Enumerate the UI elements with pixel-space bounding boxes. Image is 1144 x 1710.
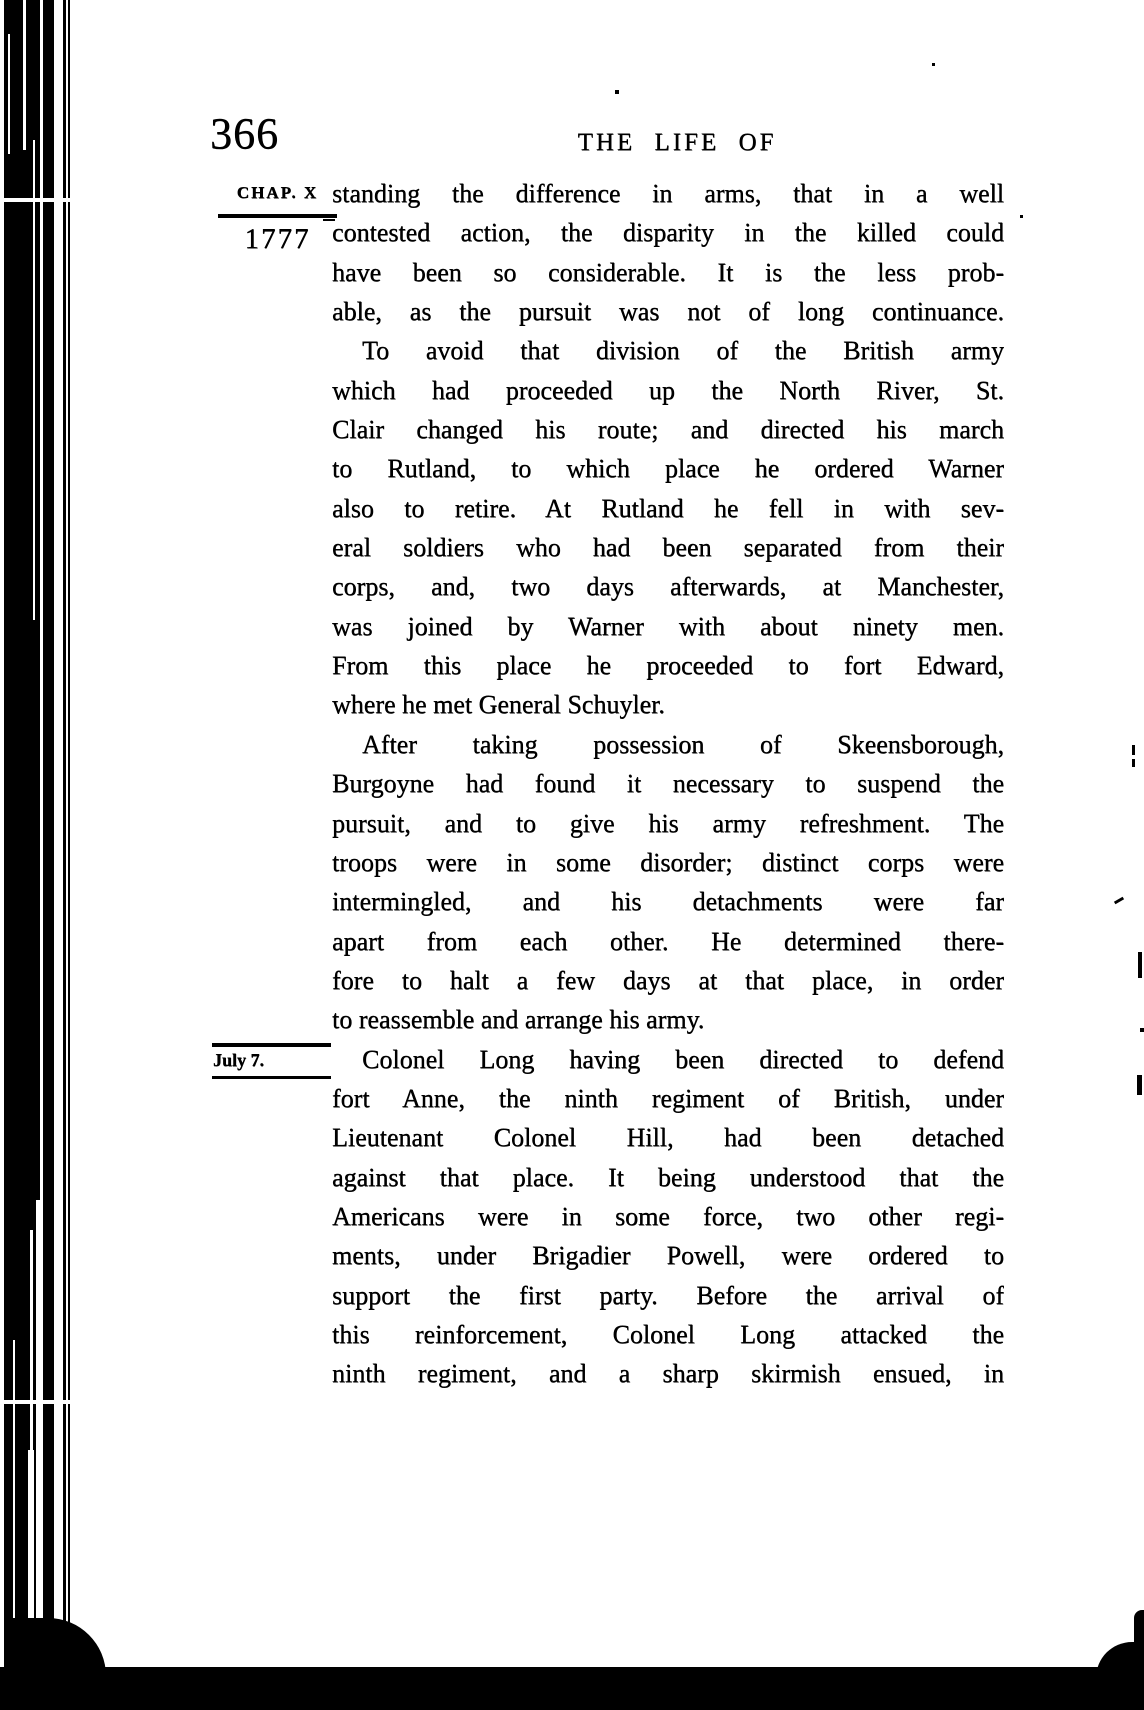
text-line: support the first party. Before the arrival of <box>332 1280 1004 1310</box>
text-line: this reinforcement, Colonel Long attacked the <box>332 1319 1004 1349</box>
gutter-streak <box>36 1200 41 1630</box>
text-line: able, as the pursuit was not of long continuance. <box>332 297 1004 327</box>
year-margin-note: 1777 <box>244 223 311 255</box>
text-line: Colonel Long having been directed to defend <box>362 1044 1004 1074</box>
text-line: Lieutenant Colonel Hill, had been detached <box>332 1123 1004 1153</box>
chapter-rule <box>218 214 337 218</box>
scan-slit <box>0 1400 72 1404</box>
text-line: Clair changed his route; and directed his march <box>332 415 1004 445</box>
text-line: which had proceeded up the North River, St. <box>332 375 1004 405</box>
scan-speck <box>1132 745 1135 755</box>
gutter-streak <box>8 34 10 154</box>
text-line: apart from each other. He determined there- <box>332 926 1004 956</box>
body-text <box>332 174 1004 1394</box>
gutter-streak <box>28 1450 34 1630</box>
text-line: to reassemble and arrange his army. <box>332 1005 705 1035</box>
scan-slit <box>0 198 72 202</box>
text-line: fore to halt a few days at that place, in order <box>332 965 1004 995</box>
text-line: After taking possession of Skeensborough, <box>362 729 1004 759</box>
scan-speck <box>1140 1028 1144 1032</box>
text-line: troops were in some disorder; distinct corps were <box>332 847 1004 877</box>
text-line: where he met General Schuyler. <box>332 690 665 720</box>
text-line: intermingled, and his detachments were far <box>332 887 1004 917</box>
text-line: eral soldiers who had been separated from their <box>332 533 1004 563</box>
scan-speck <box>1114 897 1124 905</box>
text-line: against that place. It being understood that the <box>332 1162 1004 1192</box>
gutter-streak <box>13 1340 15 1620</box>
text-line: To avoid that division of the British army <box>362 336 1004 366</box>
text-line: have been so considerable. It is the less prob- <box>332 257 1004 287</box>
text-line: Americans were in some force, two other regi- <box>332 1201 1004 1231</box>
scan-speck <box>1132 759 1135 767</box>
page-number: 366 <box>210 109 279 158</box>
text-line: fort Anne, the ninth regiment of British, under <box>332 1083 1004 1113</box>
text-line: was joined by Warner with about ninety men. <box>332 611 1004 641</box>
scan-speck <box>932 63 935 66</box>
text-line: ninth regiment, and a sharp skirmish ensued, in <box>332 1359 1004 1389</box>
date-margin-note: July 7. <box>213 1050 265 1070</box>
scan-speck <box>1138 952 1142 978</box>
text-line: ments, under Brigadier Powell, were ordered to <box>332 1241 1004 1271</box>
text-line: to Rutland, to which place he ordered Warner <box>332 454 1004 484</box>
chapter-margin-note: CHAP. X <box>236 183 319 202</box>
text-line: also to retire. At Rutland he fell in with sev- <box>332 493 1004 523</box>
text-line: contested action, the disparity in the killed could <box>332 218 1004 248</box>
scan-speck <box>1020 215 1023 218</box>
scan-speck <box>615 90 619 94</box>
text-line: corps, and, two days afterwards, at Manchester, <box>332 572 1004 602</box>
text-line: From this place he proceeded to fort Edward, <box>332 651 1004 681</box>
scan-speck <box>1137 1075 1142 1095</box>
gutter-streak <box>23 0 26 150</box>
scan-edge-mark <box>1134 1610 1144 1650</box>
running-header: THE LIFE OF <box>577 129 777 156</box>
date-rule-bottom <box>212 1076 331 1079</box>
text-line: Burgoyne had found it necessary to suspend the <box>332 769 1004 799</box>
text-line: standing the difference in arms, that in a well <box>332 179 1004 208</box>
text-line: pursuit, and to give his army refreshment. The <box>332 808 1004 838</box>
gutter-streak <box>33 140 35 620</box>
scan-bottom-bar <box>0 1667 1144 1710</box>
date-rule-top <box>212 1043 331 1047</box>
